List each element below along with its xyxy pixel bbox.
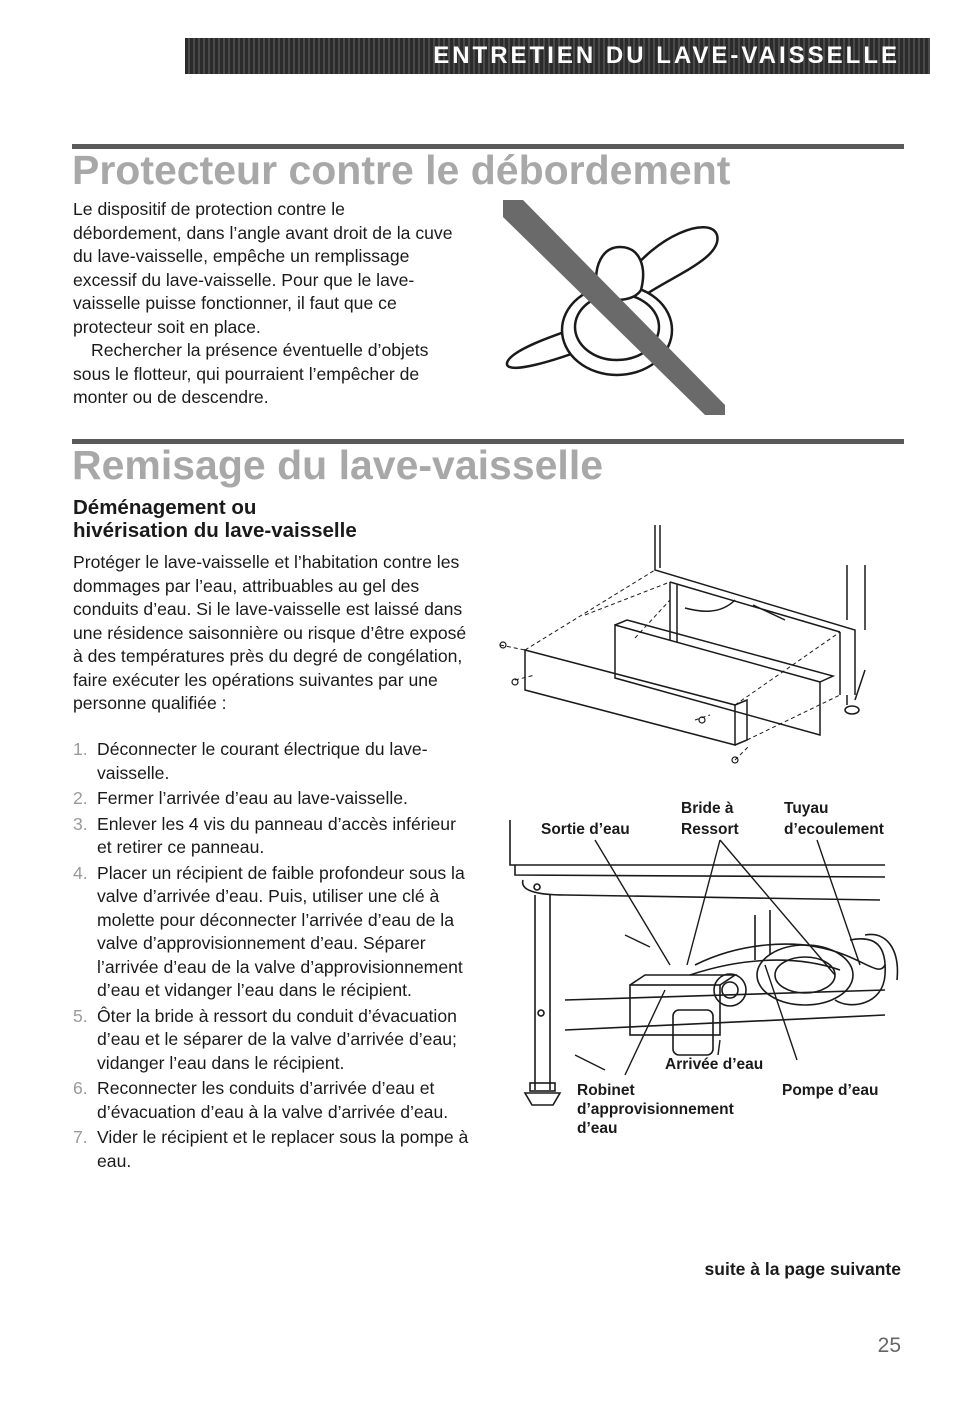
header-band (185, 38, 930, 74)
label-bride-line-2: Ressort (681, 821, 739, 838)
leveling-foot (530, 1083, 555, 1091)
label-bride-line-1: Bride à (681, 800, 734, 817)
overflow-paragraph-2: Rechercher la présence éventuelle d’objets sous le flotteur, qui pourraient l’empêcher de monter ou de descendre. (73, 340, 429, 407)
step-text: Fermer l’arrivée d’eau au lave-vaisselle. (97, 788, 408, 808)
cabinet-outline (655, 525, 855, 695)
section-title-storage: Remisage du lave-vaisselle (72, 442, 604, 488)
step-number: 1. (73, 739, 88, 759)
overflow-paragraph-1: Le dispositif de protection contre le débordement, dans l’angle avant droit de la cuve du lave-vaisselle, empêche un remplissage excessif du lave-vaisselle. Pour que le lave-vaisselle puisse fonctionner, il faut que ce protecteur soit en place. (73, 199, 453, 337)
continue-note: suite à la page suivante (704, 1259, 901, 1279)
pump-body (757, 945, 853, 1005)
step-text: Ôter la bride à ressort du conduit d’évacuation d’eau et le séparer de la valve d’arrivée d’eau; vidanger l’eau dans le récipient. (97, 1005, 457, 1073)
step-number: 5. (73, 1005, 88, 1026)
step-number: 6. (73, 1078, 88, 1098)
overflow-body (73, 198, 458, 410)
step-item (73, 1126, 473, 1173)
storage-subtitle (73, 496, 357, 542)
step-item (73, 813, 473, 860)
storage-steps (73, 738, 473, 1175)
storage-intro-text: Protéger le lave-vaisselle et l’habitation contre les dommages par l’eau, attribuables au gel des conduits d’eau. Si le lave-vaisselle est laissé dans une résidence saisonnière ou risque d’être exposé à des températures près du degré de congélation, faire exécuter les opérations suivantes par une personne qualifiée : (73, 552, 467, 713)
label-robinet-line-2: d’approvisionnement (577, 1101, 734, 1118)
step-text: Reconnecter les conduits d’arrivée d’eau et d’évacuation d’eau à la valve d’arrivée d’eau. (97, 1078, 449, 1122)
access-panel-outline (615, 625, 820, 735)
step-item (73, 862, 473, 1003)
step-number: 7. (73, 1127, 88, 1147)
label-arrivee: Arrivée d’eau (665, 1056, 764, 1073)
step-item (73, 787, 473, 811)
page-number: 25 (877, 1334, 901, 1357)
step-text: Vider le récipient et le replacer sous la pompe à eau. (97, 1127, 469, 1171)
label-robinet-line-3: d’eau (577, 1120, 618, 1137)
storage-intro (73, 551, 468, 716)
step-text: Déconnecter le courant électrique du lave-vaisselle. (97, 739, 428, 783)
storage-subtitle-line-1: Déménagement ou (73, 496, 257, 519)
section-title-overflow: Protecteur contre le débordement (72, 147, 731, 193)
label-sortie: Sortie d’eau (541, 821, 630, 838)
kickplate-outline (525, 650, 735, 745)
label-robinet-line-1: Robinet (577, 1082, 635, 1099)
step-item (73, 738, 473, 785)
step-number: 4. (73, 862, 88, 883)
header-title: ENTRETIEN DU LAVE-VAISSELLE (433, 42, 900, 69)
access-panel-illustration (495, 520, 880, 775)
overflow-float-illustration (495, 195, 735, 420)
step-text: Placer un récipient de faible profondeur sous la valve d’arrivée d’eau. Puis, utiliser une clé à molette pour déconnecter l’arrivée d’eau de la valve d’approvisionnement d’eau. Séparer l’arrivée d’eau de la valve d’approvisionnement d’eau et vidanger l’eau dans le récipient. (97, 862, 465, 1000)
label-pompe: Pompe d’eau (782, 1082, 879, 1099)
step-number: 3. (73, 813, 88, 834)
step-number: 2. (73, 788, 88, 808)
step-item (73, 1005, 473, 1076)
label-robinet (577, 1081, 734, 1138)
storage-subtitle-line-2: hivérisation du lave-vaisselle (73, 519, 357, 542)
label-tuyau-line-2: d’ecoulement (784, 821, 884, 838)
step-text: Enlever les 4 vis du panneau d’accès inférieur et retirer ce panneau. (97, 813, 456, 857)
label-tuyau-line-1: Tuyau (784, 800, 829, 817)
step-item (73, 1077, 473, 1124)
